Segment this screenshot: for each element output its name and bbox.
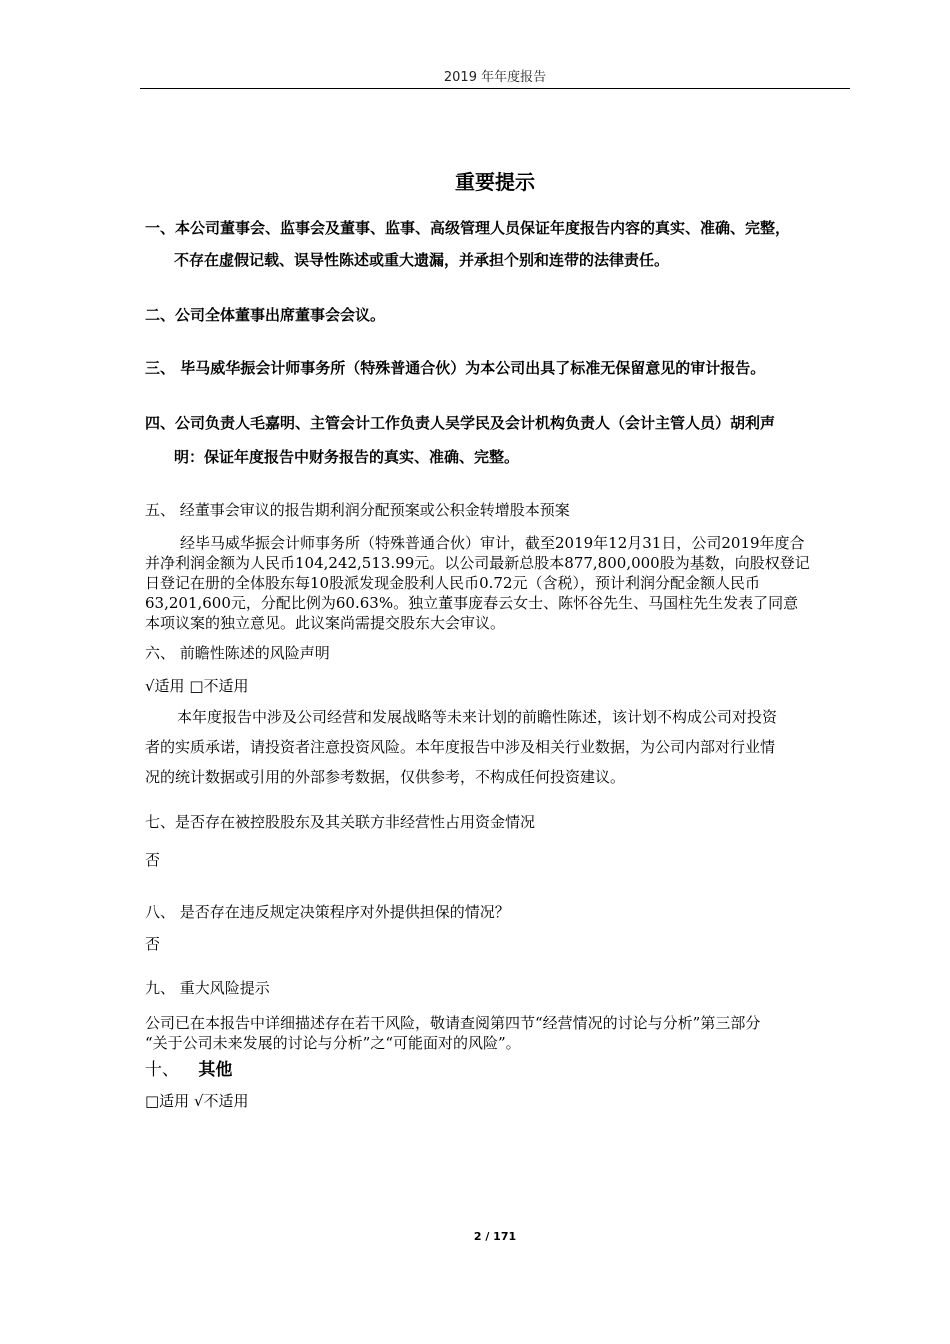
item-nine-line: 公司已在本报告中详细描述存在若干风险，敬请查阅第四节“经营情况的讨论与分析”第三部分 <box>145 1014 761 1032</box>
item-five-line: 日登记在册的全体股东每10股派发现金股利人民币0.72元（含税），预计利润分配金额人民币 <box>145 574 760 592</box>
item-eight-answer: 否 <box>145 935 161 953</box>
item-six-heading: 六、 前瞻性陈述的风险声明 <box>145 644 330 662</box>
item-seven-answer: 否 <box>145 851 161 869</box>
item-nine-paragraph <box>145 1013 855 1053</box>
item-five-line: 经毕马威华振会计师事务所（特殊普通合伙）审计，截至2019年12月31日，公司2019年度合 <box>180 534 805 552</box>
item-nine-line: “关于公司未来发展的讨论与分析”之“可能面对的风险”。 <box>145 1034 521 1052</box>
item-ten-applicable: □适用 √不适用 <box>145 1092 249 1110</box>
running-header: 2019 年年度报告 <box>443 70 547 85</box>
item-two: 二、公司全体董事出席董事会会议。 <box>145 306 386 324</box>
item-five-line: 并净利润金额为人民币104,242,513.99元。以公司最新总股本877,800,000股为基数，向股权登记 <box>145 554 810 572</box>
item-ten-number: 十、 <box>145 1060 179 1080</box>
item-seven-heading: 七、是否存在被控股股东及其关联方非经营性占用资金情况 <box>145 813 536 831</box>
item-three: 三、 毕马威华振会计师事务所（特殊普通合伙）为本公司出具了标准无保留意见的审计报告。 <box>145 359 766 377</box>
item-six-line: 况的统计数据或引用的外部参考数据，仅供参考，不构成任何投资建议。 <box>145 768 626 786</box>
item-six-line: 者的实质承诺，请投资者注意投资风险。本年度报告中涉及相关行业数据，为公司内部对行业情 <box>145 738 776 756</box>
item-six-line: 本年度报告中涉及公司经营和发展战略等未来计划的前瞻性陈述，该计划不构成公司对投资 <box>177 708 778 726</box>
item-ten-heading <box>145 1055 232 1080</box>
item-nine-heading: 九、 重大风险提示 <box>145 979 270 997</box>
page-title: 重要提示 <box>455 170 535 194</box>
item-four-line1: 四、公司负责人毛嘉明、主管会计工作负责人吴学民及会计机构负责人（会计主管人员）胡利声 <box>145 414 776 432</box>
item-five-line: 63,201,600元，分配比例为60.63%。独立董事庞春云女士、陈怀谷先生、马国柱先生发表了同意 <box>145 594 799 612</box>
item-five-paragraph <box>145 533 855 633</box>
item-six-applicable: √适用 □不适用 <box>145 677 249 695</box>
item-five-line: 本项议案的独立意见。此议案尚需提交股东大会审议。 <box>145 614 506 632</box>
header-divider <box>140 88 850 89</box>
item-eight-heading: 八、 是否存在违反规定决策程序对外提供担保的情况？ <box>145 903 510 921</box>
item-six-paragraph <box>145 702 855 792</box>
item-ten-label: 其他 <box>198 1060 233 1080</box>
item-five-heading: 五、 经董事会审议的报告期利润分配预案或公积金转增股本预案 <box>145 501 570 519</box>
item-one-line1: 一、本公司董事会、监事会及董事、监事、高级管理人员保证年度报告内容的真实、准确、完整， <box>145 219 791 237</box>
page-number: 2 / 171 <box>473 1230 517 1243</box>
item-four-line2: 明：保证年度报告中财务报告的真实、准确、完整。 <box>174 448 520 466</box>
item-one-line2: 不存在虚假记载、误导性陈述或重大遗漏，并承担个别和连带的法律责任。 <box>174 251 670 269</box>
